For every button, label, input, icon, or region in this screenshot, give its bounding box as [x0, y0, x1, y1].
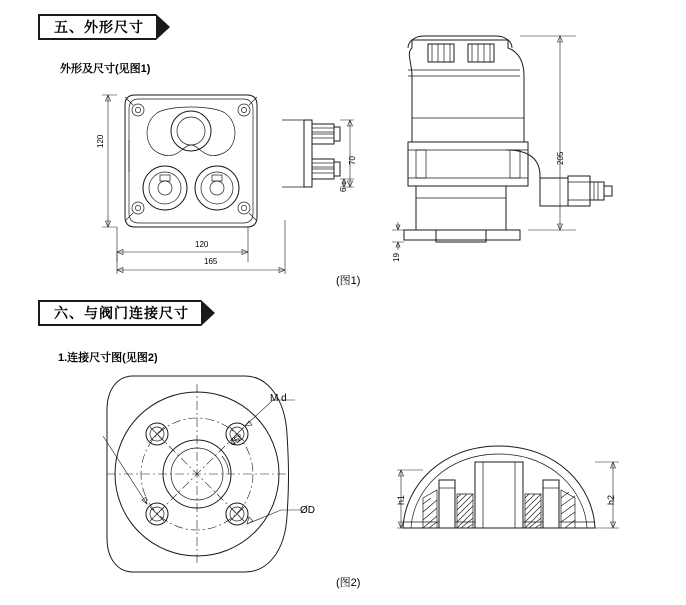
dim-front-width-120: 120	[195, 240, 209, 249]
section-5-subtitle: 外形及尺寸(见图1)	[60, 63, 151, 75]
figure1-side-view	[390, 30, 640, 270]
section-5-title: 五、外形尺寸	[54, 19, 144, 35]
section-banner-6	[38, 300, 215, 326]
dim-side-19: 19	[392, 253, 401, 262]
banner-arrow-icon-2	[201, 300, 215, 326]
dim-strip-70: 70	[348, 156, 357, 165]
dim-side-205: 205	[556, 151, 565, 165]
section-banner-5	[38, 14, 170, 40]
dim-front-height-120: 120	[96, 134, 105, 148]
banner-body	[38, 14, 156, 40]
label-thread-md: M d	[270, 393, 287, 404]
figure2-plan-view	[95, 370, 335, 580]
banner-arrow-icon	[156, 14, 170, 40]
label-bore-diameter: ØD	[300, 505, 315, 516]
label-h1: h1	[396, 494, 406, 505]
figure2-section-view	[395, 432, 625, 552]
label-angle-45: 45°	[228, 432, 245, 449]
label-h2: h2	[606, 494, 616, 505]
figure2-caption: (图2)	[336, 577, 361, 589]
dim-front-width-165: 165	[204, 257, 218, 266]
section-6-subtitle: 1.连接尺寸图(见图2)	[58, 352, 158, 364]
section-6-title: 六、与阀门连接尺寸	[54, 305, 189, 321]
banner-body-2	[38, 300, 201, 326]
dim-strip-6: 6	[339, 187, 348, 192]
figure1-caption: (图1)	[336, 275, 361, 287]
